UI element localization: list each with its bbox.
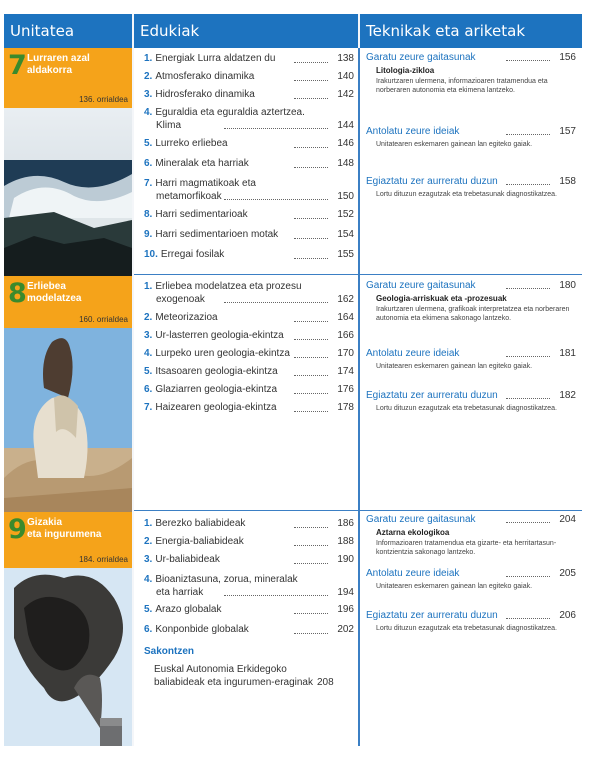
toc-leader — [294, 339, 328, 340]
toc-page-number: 146 — [337, 138, 354, 149]
toc-leader — [294, 167, 328, 168]
technique-leader — [506, 522, 550, 523]
technique-description: Informazioaren tratamendua eta gizarte- eta herritartasun-kontzientzia sakonago lantzeko. — [376, 540, 557, 556]
toc-item[interactable] — [144, 536, 354, 549]
toc-leader — [224, 595, 328, 596]
toc-page-number: 142 — [337, 89, 354, 100]
toc-page-number: 190 — [337, 554, 354, 565]
technique-leader — [506, 356, 550, 357]
unit-title-box — [4, 512, 132, 568]
toc-leader — [294, 393, 328, 394]
unit-page-ref: 184. orrialdea — [79, 555, 128, 564]
toc-leader — [294, 62, 328, 63]
toc-item[interactable] — [144, 229, 354, 242]
toc-leader — [294, 563, 328, 564]
technique-title-text: Antolatu zeure ideiak — [366, 568, 460, 579]
toc-leader — [294, 238, 328, 239]
contents-column — [134, 48, 358, 746]
toc-item-title: Konponbide globalak — [155, 624, 249, 635]
toc-item[interactable] — [144, 402, 354, 415]
technique-title-text: Egiaztatu zer aurreratu duzun — [366, 390, 498, 401]
technique-description: Lortu dituzun ezagutzak eta trebetasunak diagnostikatzea. — [376, 625, 557, 632]
toc-item[interactable] — [144, 71, 354, 84]
toc-item[interactable] — [144, 624, 354, 637]
toc-leader — [294, 80, 328, 81]
toc-page-number: 188 — [337, 536, 354, 547]
unit-page-ref: 136. orrialdea — [79, 95, 128, 104]
toc-leader — [294, 258, 328, 259]
technique-leader — [506, 134, 550, 135]
toc-item-title: Energiak Lurra aldatzen du — [155, 53, 276, 64]
toc-page-number: 174 — [337, 366, 354, 377]
toc-item-number: 4. — [144, 574, 153, 585]
technique-title[interactable] — [366, 610, 576, 621]
unit-number: 9 — [8, 514, 27, 545]
sakontzen-line2 — [154, 677, 354, 690]
sakontzen-line1: Euskal Autonomia Erkidegoko — [154, 664, 287, 675]
toc-item-number: 5. — [144, 138, 153, 149]
toc-item-title: Lurreko erliebea — [155, 138, 228, 149]
sea-waves-photo — [4, 108, 132, 276]
sakontzen-page: 208 — [317, 676, 334, 688]
toc-item-number: 7. — [144, 402, 153, 413]
toc-item-number: 9. — [144, 229, 153, 240]
technique-subtitle: Litologia-zikloa — [376, 66, 435, 75]
toc-page-number: 202 — [337, 624, 354, 635]
toc-page-number: 178 — [337, 402, 354, 413]
toc-item-indent — [144, 191, 222, 202]
technique-title[interactable] — [366, 514, 576, 525]
toc-item-number: 3. — [144, 330, 153, 341]
toc-page-number: 186 — [337, 518, 354, 529]
unit-photo — [4, 108, 132, 276]
technique-leader — [506, 398, 550, 399]
unit-name-line1: Lurraren azal — [27, 53, 90, 64]
technique-page: 180 — [559, 280, 576, 291]
toc-item-title: Arazo globalak — [155, 604, 222, 615]
toc-item-number: 1. — [144, 281, 153, 292]
unit-number: 7 — [8, 50, 27, 81]
technique-page: 157 — [559, 126, 576, 137]
toc-item-number: 3. — [144, 89, 153, 100]
technique-description: Unitatearen eskemaren gainean lan egiteko gaiak. — [376, 363, 533, 370]
technique-description: Irakurtzaren ulermena, grafikoak interpretatzea eta norberaren autonomia eta ekimena sakonago lantzeko. — [376, 306, 570, 322]
header-unitatea: Unitatea — [4, 14, 132, 48]
toc-item-number: 6. — [144, 624, 153, 635]
unit-name — [27, 517, 101, 541]
band-divider — [134, 274, 582, 275]
toc-item-title: Meteorizazioa — [155, 312, 218, 323]
header-edukiak: Edukiak — [134, 14, 358, 48]
toc-leader — [294, 218, 328, 219]
technique-page: 206 — [559, 610, 576, 621]
toc-item-title: Glaziarren geologia-ekintza — [155, 384, 278, 395]
toc-page-number: 162 — [337, 293, 354, 305]
toc-leader — [294, 633, 328, 634]
toc-item-title: Ur-baliabideak — [155, 554, 220, 565]
toc-page-number: 155 — [337, 249, 354, 260]
toc-item[interactable] — [144, 178, 354, 203]
technique-title[interactable] — [366, 176, 576, 187]
technique-page: 205 — [559, 568, 576, 579]
toc-item-title: Energia-baliabideak — [155, 536, 244, 547]
toc-page-number: 154 — [337, 229, 354, 240]
toc-leader — [224, 302, 328, 303]
toc-item-number: 4. — [144, 348, 153, 359]
toc-item-title: Harri sedimentarioen motak — [155, 229, 279, 240]
toc-item-title-cont: metamorfikoak — [156, 190, 222, 202]
technique-title-text: Garatu zeure gaitasunak — [366, 280, 476, 291]
unit-name-line2: eta ingurumena — [27, 529, 102, 540]
technique-page: 156 — [559, 52, 576, 63]
sakontzen-line2-text: baliabideak eta ingurumen-eraginak — [154, 676, 313, 688]
toc-item-title: Erregai fosilak — [160, 249, 225, 260]
toc-item-number: 5. — [144, 366, 153, 377]
toc-item-title: Lurpeko uren geologia-ekintza — [155, 348, 290, 359]
smokestack-photo — [4, 568, 132, 746]
toc-item-title: Eguraldia eta eguraldia aztertzea. — [155, 107, 305, 118]
toc-item[interactable] — [144, 604, 354, 617]
toc-leader — [294, 613, 328, 614]
technique-subtitle: Aztarna ekologikoa — [376, 528, 450, 537]
technique-title-text: Egiaztatu zer aurreratu duzun — [366, 610, 498, 621]
toc-item-number: 1. — [144, 53, 153, 64]
toc-page — [4, 14, 582, 746]
toc-leader — [294, 147, 328, 148]
toc-leader — [224, 199, 328, 200]
technique-description: Lortu dituzun ezagutzak eta trebetasunak diagnostikatzea. — [376, 191, 557, 198]
toc-item[interactable] — [144, 89, 354, 102]
toc-item-number: 2. — [144, 536, 153, 547]
toc-item-number: 8. — [144, 209, 153, 220]
toc-item[interactable] — [144, 107, 354, 132]
toc-leader — [294, 98, 328, 99]
technique-title[interactable] — [366, 52, 576, 63]
toc-item-title: Ur-lasterren geologia-ekintza — [155, 330, 284, 341]
technique-page: 181 — [559, 348, 576, 359]
toc-item-number: 5. — [144, 604, 153, 615]
toc-item[interactable] — [144, 281, 354, 306]
toc-leader — [294, 545, 328, 546]
technique-title-text: Garatu zeure gaitasunak — [366, 52, 476, 63]
toc-item[interactable] — [144, 554, 354, 567]
toc-leader — [224, 128, 328, 129]
toc-item-title: Berezko baliabideak — [155, 518, 246, 529]
toc-item[interactable] — [144, 348, 354, 361]
column-divider — [358, 48, 360, 746]
toc-leader — [294, 321, 328, 322]
toc-leader — [294, 357, 328, 358]
toc-item-title-cont: Klima — [156, 119, 182, 131]
toc-page-number: 176 — [337, 384, 354, 395]
toc-item-indent — [144, 587, 203, 598]
toc-item-number: 2. — [144, 71, 153, 82]
technique-page: 158 — [559, 176, 576, 187]
technique-title-text: Antolatu zeure ideiak — [366, 126, 460, 137]
toc-item-indent — [144, 294, 205, 305]
toc-item[interactable] — [144, 384, 354, 397]
technique-leader — [506, 184, 550, 185]
unit-photo — [4, 328, 132, 512]
toc-item-number: 7. — [144, 178, 153, 189]
toc-item-title: Atmosferako dinamika — [155, 71, 255, 82]
unit-page-ref: 160. orrialdea — [79, 315, 128, 324]
toc-item-number: 2. — [144, 312, 153, 323]
toc-item[interactable] — [144, 249, 354, 262]
toc-item-title: Bioaniztasuna, zorua, mineralak — [155, 574, 298, 585]
technique-title[interactable] — [366, 280, 576, 291]
toc-item[interactable] — [144, 518, 354, 531]
toc-page-number: 196 — [337, 604, 354, 615]
toc-item-title: Mineralak eta harriak — [155, 158, 249, 169]
technique-title[interactable] — [366, 126, 576, 137]
toc-page-number: 170 — [337, 348, 354, 359]
toc-item[interactable] — [144, 158, 354, 171]
unit-number: 8 — [8, 278, 27, 309]
toc-page-number: 138 — [337, 53, 354, 64]
technique-description: Lortu dituzun ezagutzak eta trebetasunak diagnostikatzea. — [376, 405, 557, 412]
toc-item[interactable] — [144, 138, 354, 151]
toc-item-title: Erliebea modelatzea eta prozesu — [155, 281, 302, 292]
toc-item[interactable] — [144, 574, 354, 599]
unit-name — [27, 281, 81, 305]
technique-subtitle: Geologia-arriskuak eta -prozesuak — [376, 294, 507, 303]
header-teknikak: Teknikak eta ariketak — [360, 14, 582, 48]
technique-title[interactable] — [366, 568, 576, 579]
toc-item-title: Harri sedimentarioak — [155, 209, 248, 220]
toc-item-number: 4. — [144, 107, 153, 118]
technique-title-text: Egiaztatu zer aurreratu duzun — [366, 176, 498, 187]
toc-item-number: 10. — [144, 249, 158, 260]
toc-item-number: 6. — [144, 158, 153, 169]
toc-item-number: 3. — [144, 554, 153, 565]
unit-name-line2: modelatzea — [27, 293, 82, 304]
toc-page-number: 164 — [337, 312, 354, 323]
toc-page-number: 144 — [337, 119, 354, 131]
technique-description: Unitatearen eskemaren gainean lan egiteko gaiak. — [376, 141, 533, 148]
technique-title-text: Antolatu zeure ideiak — [366, 348, 460, 359]
technique-title[interactable] — [366, 390, 576, 401]
toc-item-indent — [144, 120, 181, 131]
toc-page-number: 194 — [337, 586, 354, 598]
toc-leader — [294, 375, 328, 376]
technique-description: Irakurtzaren ulermena, informazioaren tratamendua eta norberaren autonomia eta ekimena lantzeko. — [376, 78, 548, 94]
toc-item[interactable] — [144, 330, 354, 343]
toc-page-number: 152 — [337, 209, 354, 220]
unit-title-box — [4, 48, 132, 108]
unit-name-line1: Gizakia — [27, 517, 63, 528]
toc-item-title: Harri magmatikoak eta — [155, 178, 256, 189]
toc-item[interactable] — [144, 366, 354, 379]
toc-page-number: 166 — [337, 330, 354, 341]
toc-item[interactable] — [144, 312, 354, 325]
toc-leader — [294, 527, 328, 528]
band-divider — [134, 510, 582, 511]
technique-leader — [506, 576, 550, 577]
toc-page-number: 140 — [337, 71, 354, 82]
hoodoo-rock-photo — [4, 328, 132, 512]
technique-page: 204 — [559, 514, 576, 525]
unit-name-line2: aldakorra — [27, 65, 73, 76]
toc-page-number: 150 — [337, 190, 354, 202]
technique-title-text: Garatu zeure gaitasunak — [366, 514, 476, 525]
technique-description: Unitatearen eskemaren gainean lan egiteko gaiak. — [376, 583, 533, 590]
sakontzen-item[interactable] — [154, 664, 354, 689]
toc-item-title: Haizearen geologia-ekintza — [155, 402, 277, 413]
sakontzen-label: Sakontzen — [144, 646, 195, 657]
unit-name-line1: Erliebea — [27, 281, 66, 292]
technique-page: 182 — [559, 390, 576, 401]
toc-item-title-cont: exogenoak — [156, 293, 205, 305]
toc-item[interactable] — [144, 53, 354, 66]
toc-item-number: 6. — [144, 384, 153, 395]
toc-item-title-cont: eta harriak — [156, 586, 204, 598]
technique-title[interactable] — [366, 348, 576, 359]
toc-item-title: Itsasoaren geologia-ekintza — [155, 366, 278, 377]
toc-page-number: 148 — [337, 158, 354, 169]
technique-leader — [506, 60, 550, 61]
technique-leader — [506, 288, 550, 289]
unit-title-box — [4, 276, 132, 328]
technique-leader — [506, 618, 550, 619]
toc-leader — [294, 411, 328, 412]
toc-item-title: Hidrosferako dinamika — [155, 89, 255, 100]
unit-name — [27, 53, 90, 77]
toc-item-number: 1. — [144, 518, 153, 529]
toc-item[interactable] — [144, 209, 354, 222]
unit-photo — [4, 568, 132, 746]
